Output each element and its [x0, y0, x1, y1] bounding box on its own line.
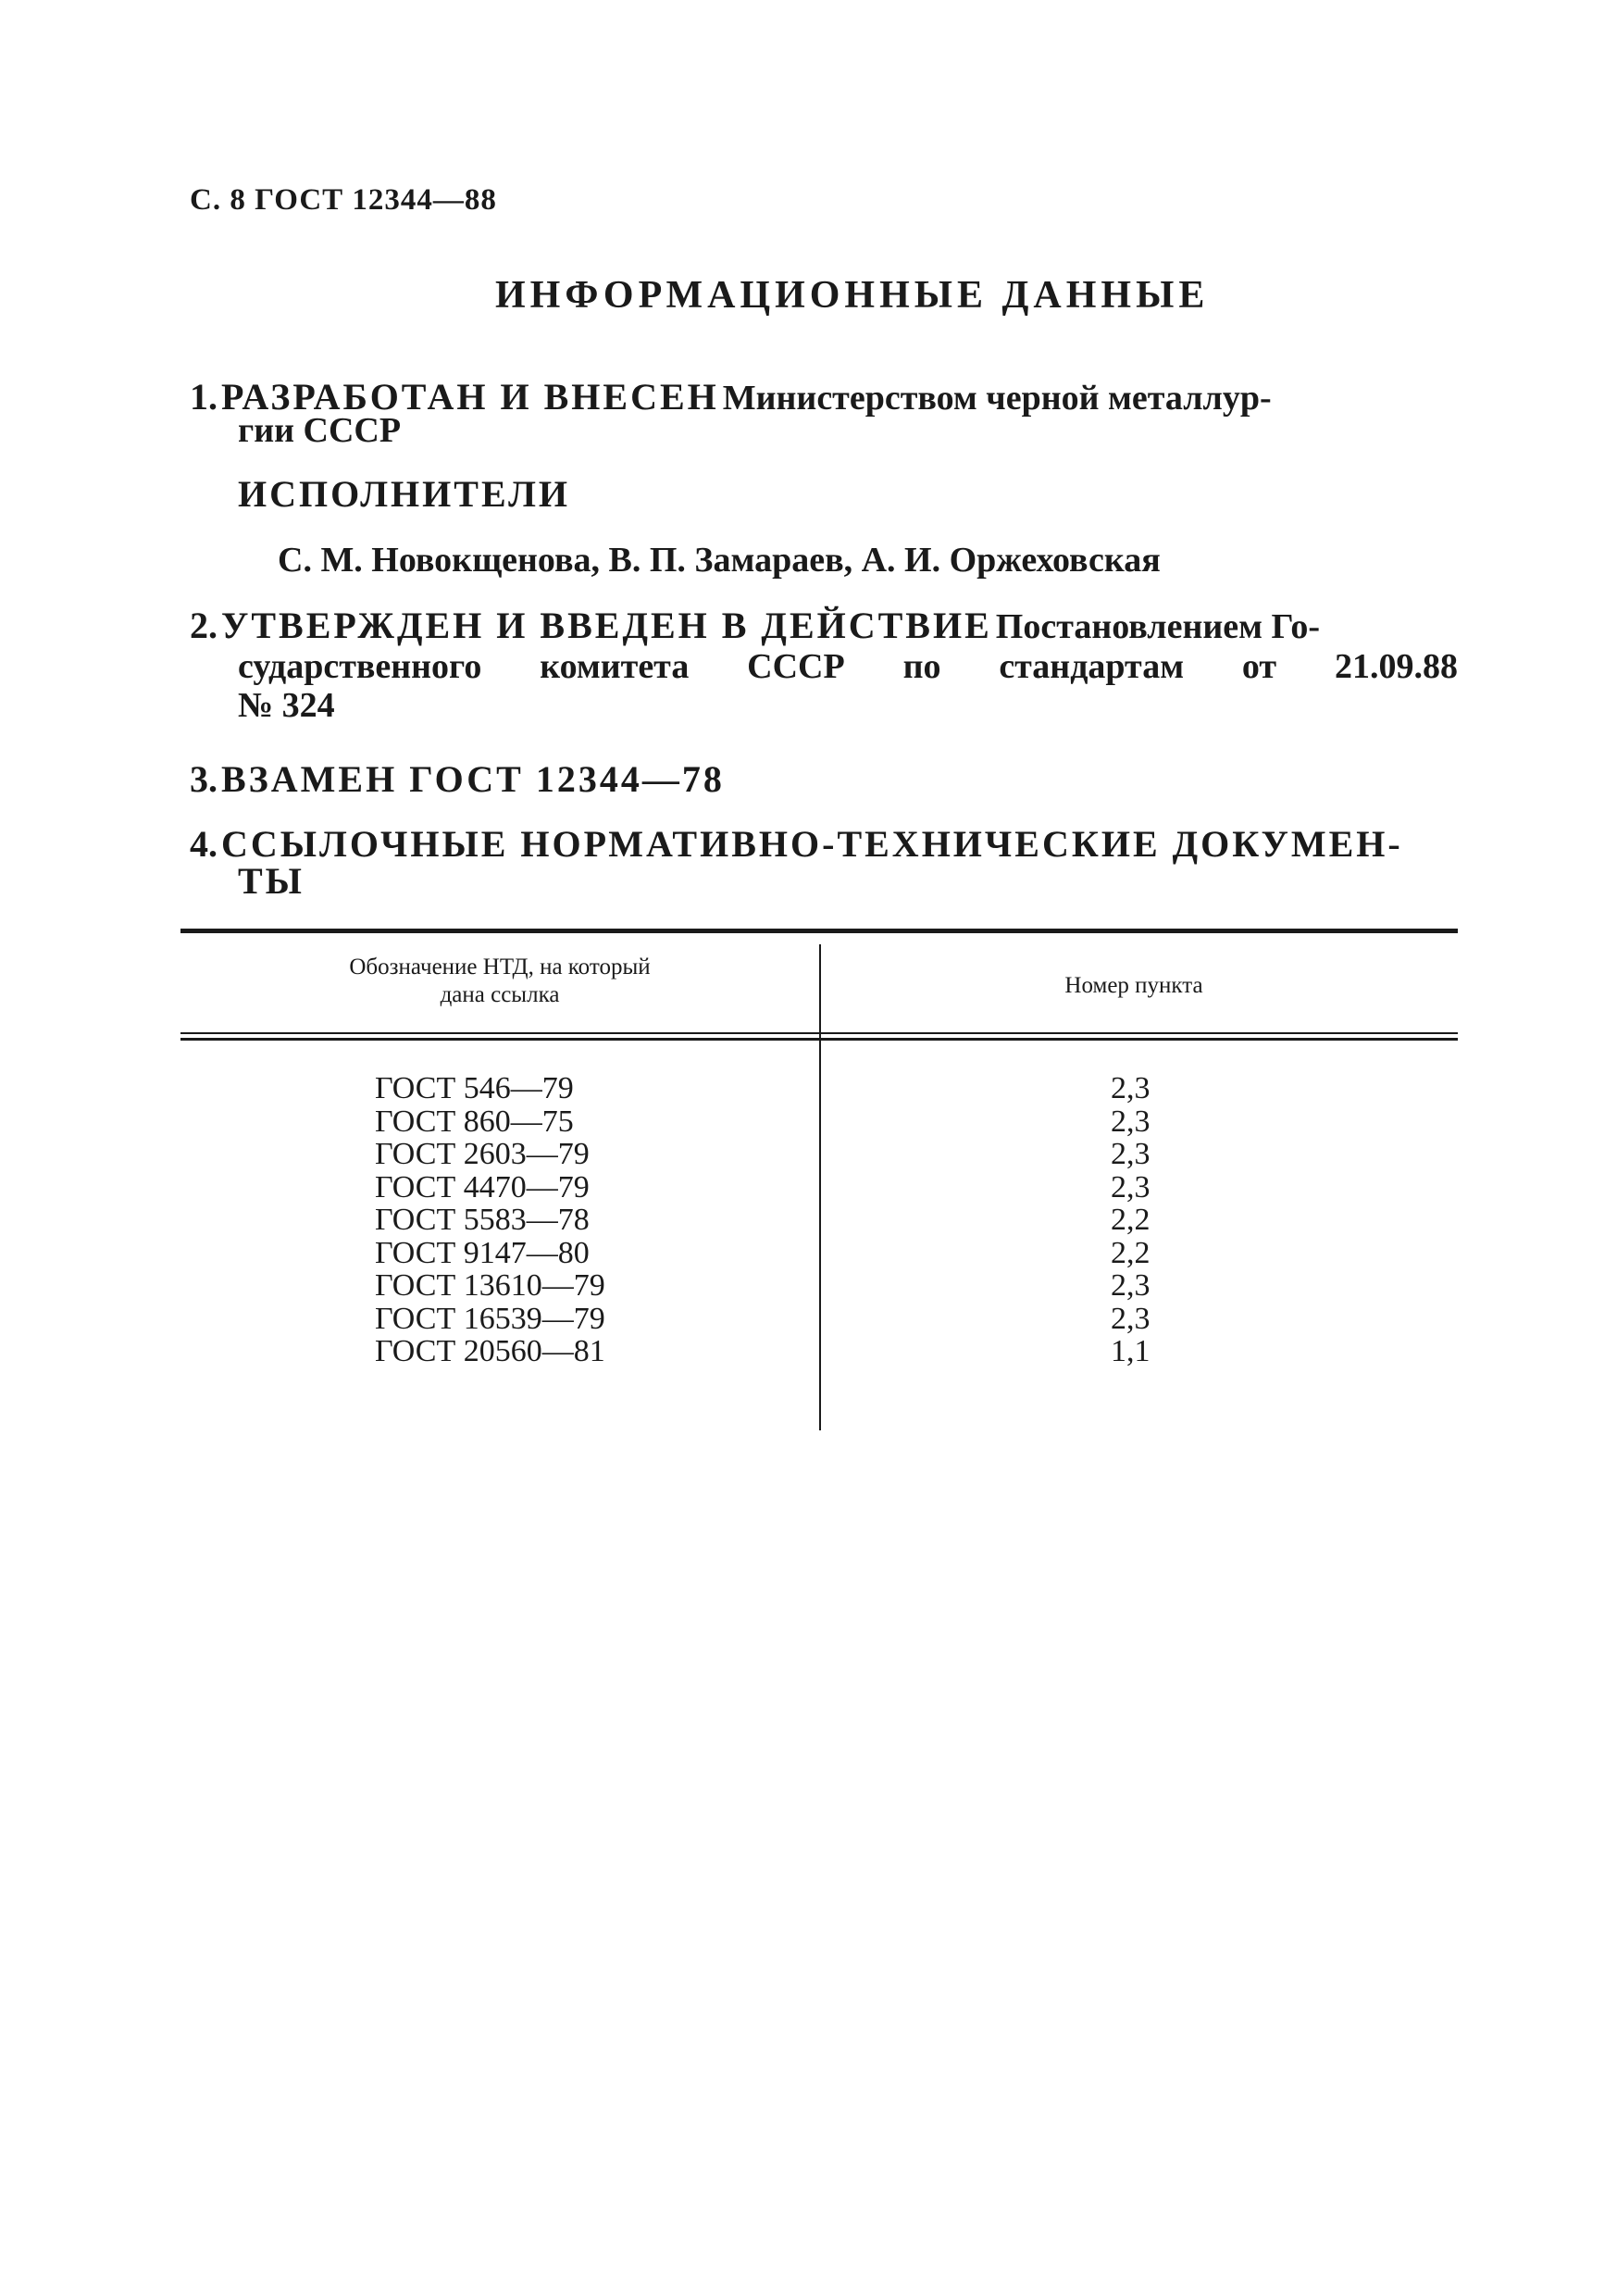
item-number: 2.: [190, 605, 218, 646]
item-number: 4.: [190, 823, 218, 865]
word: от: [1241, 647, 1277, 686]
table-column-divider: [819, 944, 821, 1430]
page-header: С. 8 ГОСТ 12344—88: [190, 183, 497, 217]
table-cell-point: 2,3: [1111, 1104, 1151, 1139]
item-3: [190, 757, 725, 801]
executors-label: ИСПОЛНИТЕЛИ: [238, 473, 571, 515]
item-4: [190, 822, 1403, 866]
word: комитета: [540, 647, 690, 686]
table-cell-doc: ГОСТ 5583—78: [375, 1203, 590, 1237]
header-line: дана ссылка: [440, 982, 560, 1007]
table-cell-doc: ГОСТ 13610—79: [375, 1268, 605, 1303]
item-caps-heading: РАЗРАБОТАН И ВНЕСЕН: [221, 376, 719, 418]
table-top-rule: [180, 929, 1458, 933]
table-header-designation: [250, 954, 750, 1009]
item-2: [190, 604, 1320, 647]
word: сударственного: [238, 647, 482, 686]
table-cell-doc: ГОСТ 20560—81: [375, 1334, 605, 1368]
word: стандартам: [999, 647, 1185, 686]
table-column-documents: [375, 1072, 605, 1368]
table-cell-point: 2,3: [1111, 1137, 1151, 1171]
table-cell-point: 2,2: [1111, 1203, 1151, 1237]
table-column-points: [1111, 1072, 1166, 1368]
word: СССР: [747, 647, 845, 686]
item-caps-heading: УТВЕРЖДЕН И ВВЕДЕН В ДЕЙСТВИЕ: [221, 605, 992, 646]
item-4-continuation: ТЫ: [238, 860, 305, 902]
table-cell-doc: ГОСТ 860—75: [375, 1104, 574, 1139]
table-cell-point: 1,1: [1111, 1334, 1151, 1368]
item-number: 3.: [190, 758, 218, 800]
header-line: Обозначение НТД, на который: [349, 955, 651, 980]
table-cell-doc: ГОСТ 9147—80: [375, 1235, 590, 1270]
item-text: Постановлением Го-: [995, 607, 1321, 646]
table-cell-point: 2,3: [1111, 1169, 1151, 1204]
word: по: [902, 647, 941, 686]
document-title: ИНФОРМАЦИОННЫЕ ДАННЫЕ: [495, 274, 1210, 317]
item-1-continuation: гии СССР: [238, 411, 402, 450]
item-caps-heading: ССЫЛОЧНЫЕ НОРМАТИВНО-ТЕХНИЧЕСКИЕ ДОКУМЕН-: [221, 823, 1403, 865]
table-cell-doc: ГОСТ 2603—79: [375, 1137, 590, 1171]
word: 21.09.88: [1334, 647, 1458, 686]
item-2-continuation: [238, 646, 1458, 687]
item-2-decree-number: № 324: [238, 686, 335, 725]
item-caps-heading: ВЗАМЕН ГОСТ 12344—78: [221, 758, 725, 800]
table-cell-point: 2,3: [1111, 1301, 1151, 1336]
table-header-clause-number: Номер пункта: [1064, 973, 1203, 998]
executors-names: С. М. Новокщенова, В. П. Замараев, А. И. Оржеховская: [278, 541, 1161, 580]
table-cell-point: 2,3: [1111, 1071, 1151, 1105]
item-number: 1.: [190, 376, 218, 418]
table-cell-doc: ГОСТ 546—79: [375, 1071, 574, 1105]
item-text: Министерством черной металлур-: [722, 379, 1272, 418]
table-cell-point: 2,3: [1111, 1268, 1151, 1303]
table-cell-doc: ГОСТ 4470—79: [375, 1169, 590, 1204]
table-cell-doc: ГОСТ 16539—79: [375, 1301, 605, 1336]
table-cell-point: 2,2: [1111, 1235, 1151, 1270]
